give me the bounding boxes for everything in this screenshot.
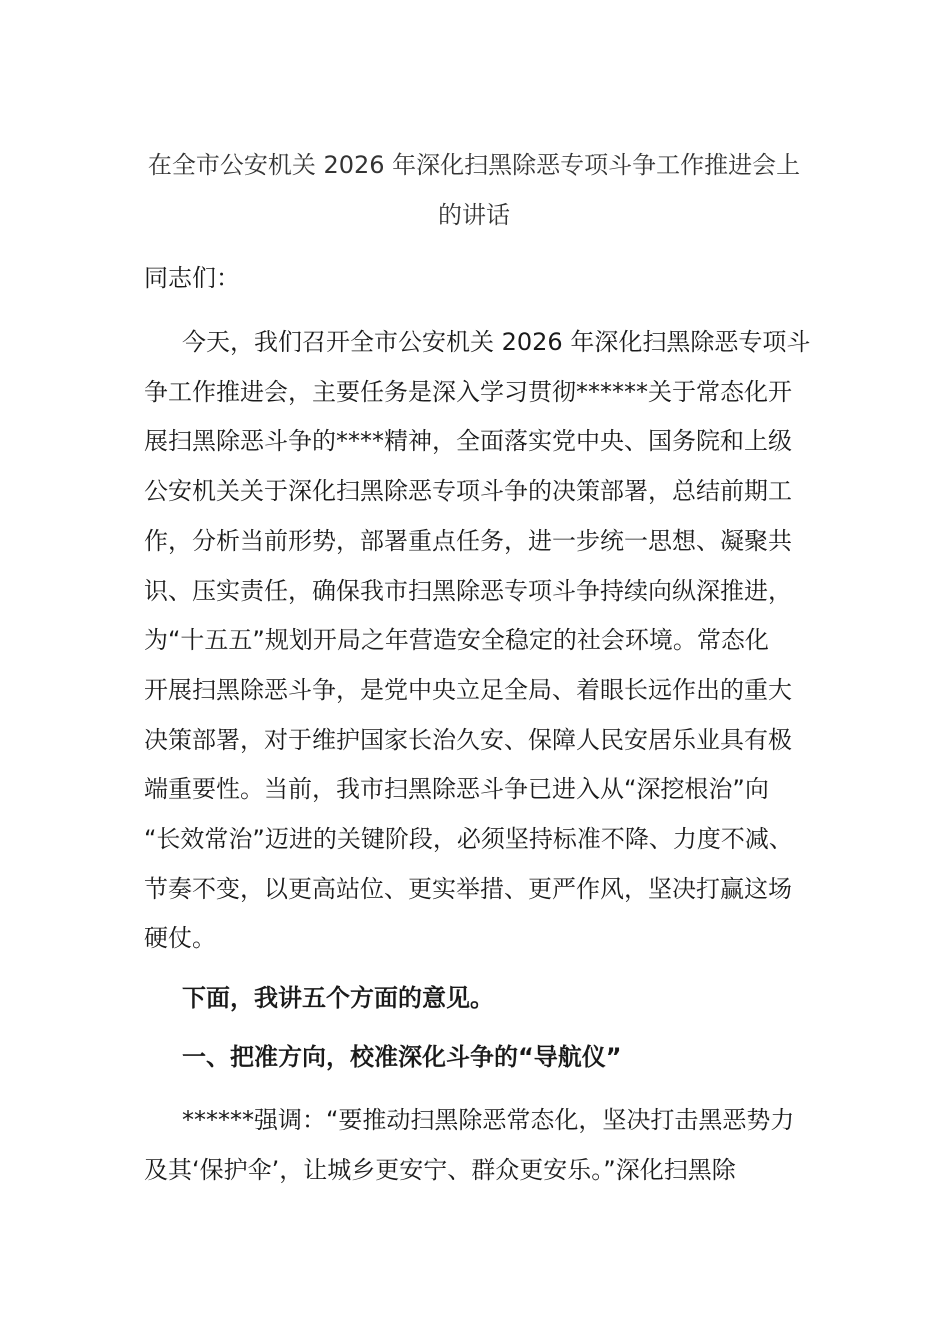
section-heading-1: 一、把准方向，校准深化斗争的“导航仪” [182,1043,622,1071]
paragraph-line: 节奏不变，以更高站位、更实举措、更严作风，坚决打赢这场 [144,874,792,903]
paragraph-line: 开展扫黑除恶斗争，是党中央立足全局、着眼长远作出的重大 [144,675,792,704]
paragraph-line: “长效常治”迈进的关键阶段，必须坚持标准不降、力度不减、 [144,825,793,854]
paragraph-line: 决策部署，对于维护国家长治久安、保障人民安居乐业具有极 [144,725,792,754]
paragraph-line: 为“十五五”规划开局之年营造安全稳定的社会环境。常态化 [144,626,769,655]
intro-heading: 下面，我讲五个方面的意见。 [182,984,494,1012]
title-line-2: 的讲话 [438,201,510,229]
title-line-1: 在全市公安机关 2026 年深化扫黑除恶专项斗争工作推进会上 [147,151,801,179]
salutation: 同志们： [144,264,240,292]
paragraph-line: 硬仗。 [144,924,216,953]
paragraph-line: ******强调：“要推动扫黑除恶常态化，坚决打击黑恶势力 [182,1106,795,1134]
paragraph-line: 识、压实责任，确保我市扫黑除恶专项斗争持续向纵深推进， [144,576,792,605]
paragraph-line: 端重要性。当前，我市扫黑除恶斗争已进入从“深挖根治”向 [144,775,769,804]
opening-paragraph [144,318,816,964]
paragraph-line: 今天，我们召开全市公安机关 2026 年深化扫黑除恶专项斗 [182,328,811,356]
paragraph-line: 展扫黑除恶斗争的****精神，全面落实党中央、国务院和上级 [144,427,792,456]
document-title [134,140,814,240]
paragraph-line: 争工作推进会，主要任务是深入学习贯彻******关于常态化开 [144,377,792,406]
paragraph-line: 及其‘保护伞’，让城乡更安宁、群众更安乐。”深化扫黑除 [144,1155,736,1184]
paragraph-line: 作，分析当前形势，部署重点任务，进一步统一思想、凝聚共 [144,526,792,555]
section-1-paragraph [144,1096,816,1195]
paragraph-line: 公安机关关于深化扫黑除恶专项斗争的决策部署，总结前期工 [144,477,792,506]
